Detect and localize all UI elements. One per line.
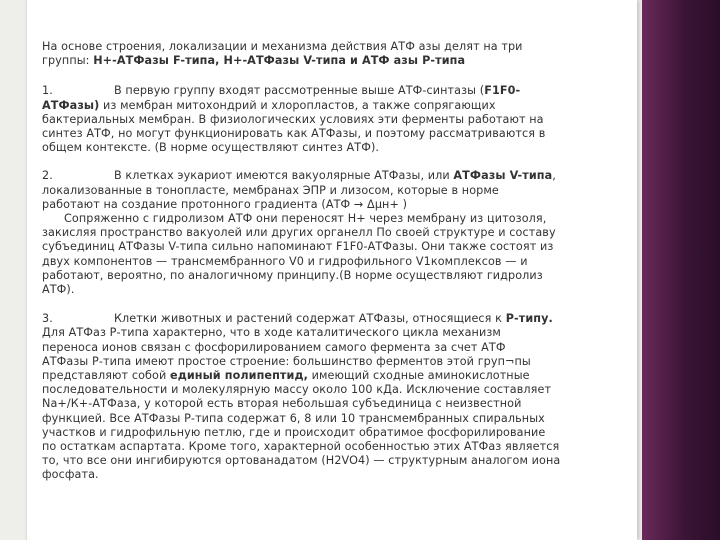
paragraph-line: по остаткам аспартата. Кроме того, характерной особенностью этих АТФаз является [42, 440, 560, 454]
decorative-side-band [642, 0, 720, 540]
bold-text: F1F0- [484, 84, 521, 98]
text-run: представляют собой [42, 369, 170, 383]
text-run: из мембран митохондрий и хлоропластов, а также сопрягающих [99, 98, 496, 112]
paragraph-line: общем контексте. (В норме осуществляют синтез АТФ). [42, 141, 380, 155]
paragraph-line: Для АТФаз Р-типа характерно, что в ходе каталитического цикла механизм [42, 326, 501, 340]
paragraph-line: бактериальных мембран. В физиологических условиях эти ферменты работают на [42, 112, 544, 126]
text-run: В клетках эукариот имеются вакуолярные АТФазы, или [114, 169, 454, 183]
paragraph-1 [42, 84, 622, 155]
intro-line [42, 54, 622, 68]
list-number: 2. [42, 169, 53, 183]
paragraph-line [42, 312, 622, 326]
paragraph-line: АТФазы Р-типа имеют простое строение: большинство ферментов этой груп¬пы [42, 354, 531, 368]
paragraph-2 [42, 169, 622, 297]
list-number: 3. [42, 312, 53, 326]
slide-body-text [42, 40, 622, 483]
paragraph-line: локализованные в тонопласте, мембранах ЭПР и лизосом, которые в норме [42, 183, 499, 197]
paragraph-line: последовательности и молекулярную массу около 100 кДа. Исключение составляет [42, 383, 552, 397]
paragraph-line [42, 99, 622, 113]
paragraph-line: переноса ионов связан с фосфорилированием самого фермента за счет АТФ [42, 340, 506, 354]
bold-text: единый полипептид, [170, 369, 308, 383]
text-run: имеющий сходные аминокислотные [307, 369, 530, 383]
paragraph-line: работают, вероятно, по аналогичному принципу.(В норме осуществляют гидролиз [42, 268, 543, 282]
paragraph-line: синтез АТФ, но могут функционировать как АТФазы, и поэтому рассматриваются в [42, 127, 546, 141]
list-number: 1. [42, 84, 53, 98]
paragraph-line: Nа+/К+-АТФаза, у которой есть вторая небольшая субъединица с неизвестной [42, 397, 522, 411]
intro-line: На основе строения, локализации и механизма действия АТФ азы делят на три [42, 40, 523, 53]
paragraph-3 [42, 312, 622, 482]
intro-paragraph [42, 40, 622, 68]
bold-text: АТФазы) [42, 98, 100, 112]
text-run: Клетки животных и растений содержат АТФазы, относящиеся к [114, 312, 506, 326]
paragraph-line: АТФ). [42, 283, 75, 297]
paragraph-line: двух компонентов — трансмембранного V0 и гидрофильного V1комплексов — и [42, 254, 528, 268]
paragraph-line [42, 84, 622, 98]
paragraph-line [42, 169, 622, 183]
paragraph-line: то, что все они ингибируются ортованадатом (H2VO4) — структурным аналогом иона [42, 454, 561, 468]
bold-text: АТФазы V-типа [453, 169, 553, 183]
intro-text: группы: [42, 54, 94, 68]
paragraph-line: закисляя пространство вакуолей или других органелл По своей структуре и составу [42, 226, 556, 240]
paragraph-line: субъединиц АТФазы V-типа сильно напоминают F1F0-АТФазы. Они также состоят из [42, 240, 554, 254]
paragraph-line: Сопряженно с гидролизом АТФ они переносят Н+ через мембрану из цитозоля, [64, 212, 547, 226]
paragraph-line [42, 369, 622, 383]
paragraph-line: функцией. Все АТФазы Р-типа содержат 6, 8 или 10 трансмембранных спиральных [42, 411, 545, 425]
paragraph-line: работают на создание протонного градиента (АТФ → Δμн+ ) [42, 197, 408, 211]
paragraph-line: участков и гидрофильную петлю, где и происходит обратимое фосфорилирование [42, 425, 546, 439]
paragraph-line: фосфата. [42, 468, 99, 482]
text-run: , [552, 169, 556, 183]
intro-bold-text: Н+-АТФазы F-типа, H+-АТФазы V-типа и АТФ азы Р-типа [93, 54, 466, 68]
bold-text: Р-типу. [505, 312, 553, 326]
text-run: В первую группу входят рассмотренные выше АТФ-синтазы ( [114, 84, 485, 98]
